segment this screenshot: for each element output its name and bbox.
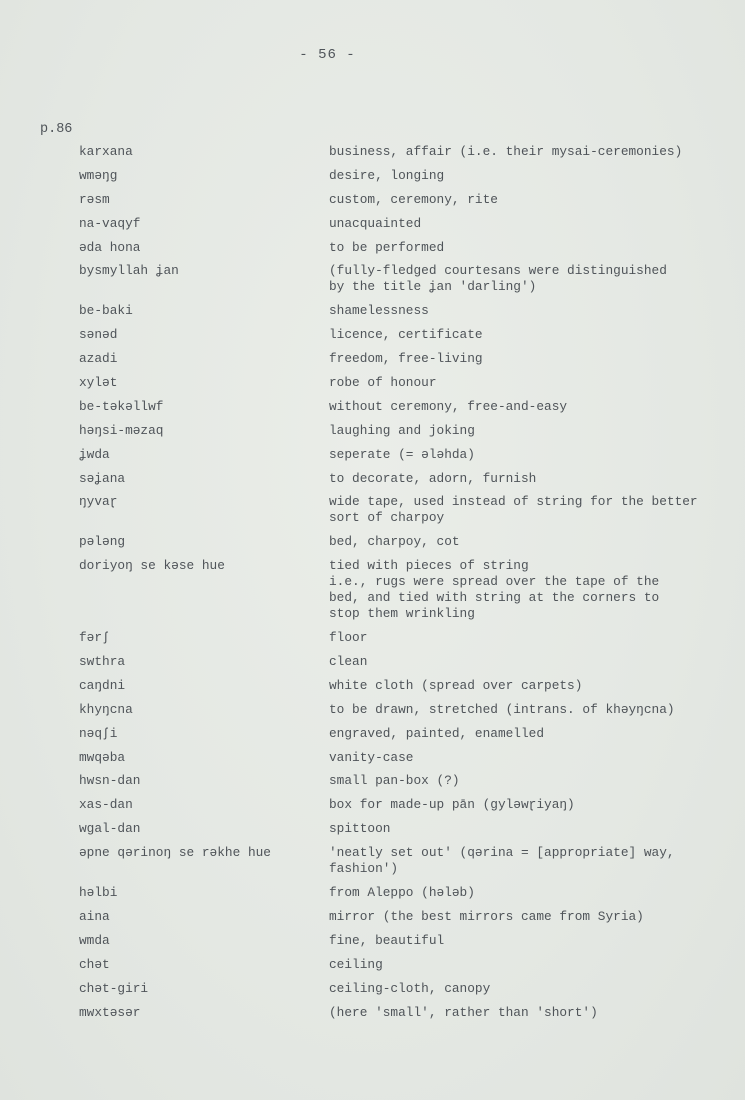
entry-gloss: spittoon (329, 821, 391, 837)
entry-gloss: shamelessness (329, 303, 429, 319)
glossary-entry (79, 702, 719, 718)
glossary-list (79, 144, 719, 1028)
glossary-entry (79, 821, 719, 837)
glossary-entry (79, 375, 719, 391)
entry-term: hwsn-dan (79, 773, 141, 789)
entry-gloss: to be performed (329, 239, 445, 255)
glossary-entry (79, 654, 719, 670)
glossary-entry (79, 423, 719, 439)
entry-gloss: ceiling-cloth, canopy (329, 980, 491, 996)
entry-term: wməŋg (79, 167, 118, 183)
glossary-entry (79, 192, 719, 208)
entry-term: xas-dan (79, 797, 133, 813)
entry-term: nəqʃi (79, 725, 118, 741)
entry-term: karxana (79, 144, 133, 159)
entry-term: azadi (79, 351, 118, 367)
entry-term: chət (79, 956, 110, 972)
entry-term: wmda (79, 932, 110, 948)
entry-term: həlbi (79, 885, 118, 901)
entry-gloss: licence, certificate (329, 327, 483, 343)
entry-gloss: to be drawn, stretched (intrans. of khəyŋcna) (329, 701, 675, 717)
entry-term: mwqəba (79, 749, 126, 765)
section-reference: p.86 (40, 122, 73, 137)
entry-term: sənəd (79, 327, 118, 343)
glossary-entry (79, 773, 719, 789)
entry-gloss: engraved, painted, enamelled (329, 725, 545, 741)
entry-term: rəsm (79, 191, 110, 207)
glossary-entry (79, 303, 719, 319)
glossary-entry (79, 471, 719, 487)
entry-gloss: floor (329, 630, 368, 646)
entry-gloss: white cloth (spread over carpets) (329, 677, 583, 693)
entry-gloss: (here 'small', rather than 'short') (329, 1004, 598, 1020)
glossary-entry (79, 630, 719, 646)
glossary-entry (79, 933, 719, 949)
glossary-entry (79, 351, 719, 367)
entry-gloss: small pan-box (?) (329, 773, 460, 789)
glossary-entry (79, 399, 719, 415)
entry-term: na-vaqyf (79, 215, 141, 231)
entry-gloss: from Aleppo (hələb) (329, 885, 475, 901)
entry-gloss: seperate (= ələhda) (329, 446, 475, 462)
entry-term: wgal-dan (79, 821, 141, 837)
glossary-entry (79, 144, 719, 160)
glossary-entry (79, 534, 719, 550)
entry-term: pələng (79, 534, 126, 550)
entry-gloss: custom, ceremony, rite (329, 191, 498, 207)
entry-gloss: fine, beautiful (329, 932, 445, 948)
entry-term: həŋsi-məzaq (79, 422, 164, 438)
entry-term: əpne qərinoŋ se rəkhe hue (79, 845, 271, 861)
entry-gloss: desire, longing (329, 167, 445, 183)
entry-term: be-təkəllwf (79, 398, 164, 414)
entry-term: be-baki (79, 303, 133, 319)
entry-term: aina (79, 908, 110, 924)
entry-term: caŋdni (79, 677, 126, 693)
page-number: - 56 - (299, 47, 356, 63)
entry-gloss: box for made-up pān (gyləwɽiyaŋ) (329, 797, 575, 813)
entry-gloss: wide tape, used instead of string for the better sort of charpoy (329, 494, 698, 526)
entry-gloss: freedom, free-living (329, 351, 483, 367)
glossary-entry (79, 845, 719, 877)
glossary-entry (79, 447, 719, 463)
glossary-entry (79, 957, 719, 973)
entry-gloss: 'neatly set out' (qərina = [appropriate] way, fashion') (329, 845, 675, 877)
entry-gloss: (fully-fledged courtesans were distinguished by the title ʝan 'darling') (329, 263, 667, 295)
entry-gloss: unacquainted (329, 215, 422, 231)
entry-term: fərʃ (79, 630, 110, 646)
entry-term: khyŋcna (79, 701, 133, 717)
glossary-entry (79, 327, 719, 343)
glossary-entry (79, 885, 719, 901)
glossary-entry (79, 726, 719, 742)
entry-gloss: to decorate, adorn, furnish (329, 470, 537, 486)
entry-term: chət-giri (79, 980, 149, 996)
entry-term: ʝwda (79, 446, 110, 462)
entry-term: səʝana (79, 470, 126, 486)
glossary-entry (79, 494, 719, 526)
entry-term: xylət (79, 375, 118, 391)
entry-gloss: mirror (the best mirrors came from Syria) (329, 908, 644, 924)
glossary-entry (79, 263, 719, 295)
entry-gloss: clean (329, 654, 368, 670)
glossary-entry (79, 909, 719, 925)
entry-gloss: vanity-case (329, 749, 414, 765)
entry-term: mwxtəsər (79, 1004, 141, 1020)
entry-gloss: tied with pieces of string i.e., rugs were spread over the tape of the bed, and tied with string at the corners to stop them wrinkling (329, 558, 660, 622)
entry-gloss: business, affair (i.e. their mysai-ceremonies) (329, 144, 683, 159)
entry-gloss: robe of honour (329, 375, 437, 391)
entry-gloss: laughing and joking (329, 422, 475, 438)
glossary-entry (79, 168, 719, 184)
glossary-entry (79, 240, 719, 256)
entry-term: swthra (79, 654, 126, 670)
glossary-entry (79, 216, 719, 232)
entry-term: ŋyvaɽ (79, 494, 118, 510)
glossary-entry (79, 1005, 719, 1021)
glossary-entry (79, 797, 719, 813)
glossary-entry (79, 678, 719, 694)
entry-term: doriyoŋ se kəse hue (79, 558, 225, 574)
entry-term: əda hona (79, 239, 141, 255)
entry-term: bysmyllah ʝan (79, 263, 179, 279)
glossary-entry (79, 981, 719, 997)
entry-gloss: without ceremony, free-and-easy (329, 398, 568, 414)
entry-gloss: ceiling (329, 956, 383, 972)
entry-gloss: bed, charpoy, cot (329, 534, 460, 550)
glossary-entry (79, 750, 719, 766)
glossary-entry (79, 558, 719, 622)
